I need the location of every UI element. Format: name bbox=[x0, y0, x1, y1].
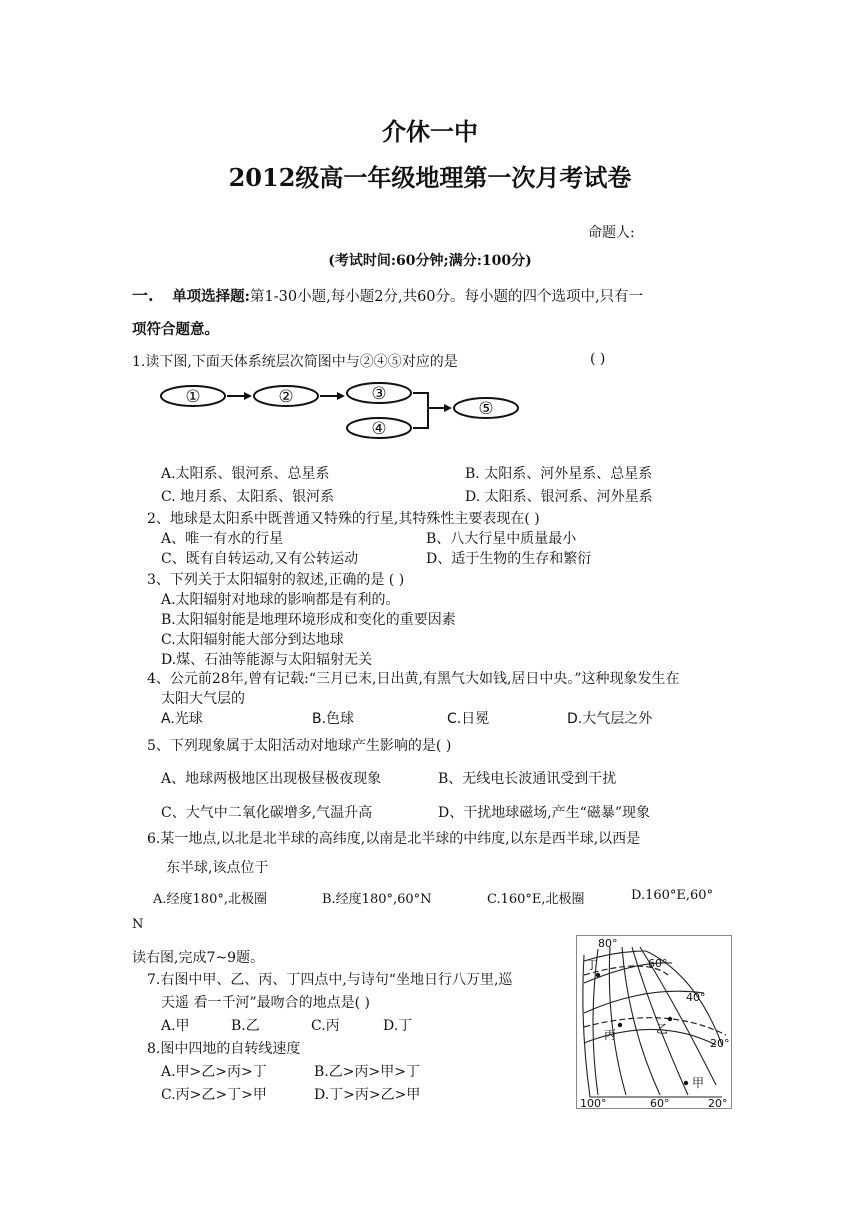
q5-option-b: B、无线电长波通讯受到干扰 bbox=[438, 771, 617, 787]
map-lat-60: 60° bbox=[648, 957, 668, 970]
map-lon-100: 100° bbox=[580, 1097, 607, 1109]
q8-option-b: B.乙>丙>甲>丁 bbox=[314, 1064, 420, 1080]
section-desc: 第1-30小题,每小题2分,共60分。每小题的四个选项中,只有一 bbox=[250, 289, 644, 305]
celestial-system-diagram bbox=[155, 380, 525, 444]
latitude-longitude-map bbox=[576, 935, 732, 1109]
diagram-label-3: ③ bbox=[371, 384, 387, 404]
q4-stem-cont: 太阳大气层的 bbox=[161, 691, 245, 707]
q6-stem-cont: 东半球,该点位于 bbox=[166, 860, 269, 876]
q1-stem: 1.读下图,下面天体系统层次简图中与②④⑤对应的是 bbox=[132, 354, 458, 370]
q3-option-d: D.煤、石油等能源与太阳辐射无关 bbox=[161, 652, 373, 668]
q5-stem: 5、下列现象属于太阳活动对地球产生影响的是( ) bbox=[147, 738, 452, 754]
q7-option-a: A.甲 bbox=[161, 1018, 190, 1034]
q1-bracket: ( ) bbox=[590, 351, 606, 367]
section-name: 单项选择题: bbox=[172, 288, 251, 305]
map-lon-60: 60° bbox=[650, 1097, 670, 1109]
map-point-yi: 乙 bbox=[656, 1022, 669, 1036]
exam-title: 2012级高一年级地理第一次月考试卷 bbox=[228, 163, 632, 192]
section-heading bbox=[132, 283, 643, 306]
q1-option-a: A.太阳系、银河系、总星系 bbox=[161, 466, 330, 482]
q6-option-d-wrap: N bbox=[132, 917, 144, 932]
map-lat-40: 40° bbox=[686, 991, 706, 1004]
q5-option-d: D、干扰地球磁场,产生“磁暴”现象 bbox=[438, 805, 650, 821]
q3-option-b: B.太阳辐射能是地理环境形成和变化的重要因素 bbox=[161, 612, 456, 628]
diagram-label-4: ④ bbox=[371, 419, 387, 439]
diagram-label-5: ⑤ bbox=[478, 399, 494, 419]
q2-option-b: B、八大行星中质量最小 bbox=[426, 531, 577, 547]
map-point-jia: 甲 bbox=[692, 1076, 705, 1090]
q4-stem: 4、公元前28年,曾有记载:“三月已末,日出黄,有黑气大如钱,居日中央。”这种现象发生在 bbox=[147, 671, 680, 687]
q7-stem-cont: 天遥 看一千河”最吻合的地点是( ) bbox=[161, 995, 370, 1011]
q4-option-d: D.大气层之外 bbox=[567, 711, 653, 727]
q3-option-a: A.太阳辐射对地球的影响都是有利的。 bbox=[161, 592, 400, 608]
q6-option-d: D.160°E,60° bbox=[631, 888, 714, 903]
q6-option-b: B.经度180°,60°N bbox=[322, 892, 432, 907]
q2-option-c: C、既有自转运动,又有公转运动 bbox=[161, 551, 359, 567]
q4-option-a: A.光球 bbox=[161, 711, 203, 727]
q8-option-d: D.丁>丙>乙>甲 bbox=[314, 1087, 421, 1103]
diagram-label-2: ② bbox=[278, 387, 294, 407]
q3-stem: 3、下列关于太阳辐射的叙述,正确的是 ( ) bbox=[147, 572, 405, 588]
exam-info: (考试时间:60分钟;满分:100分) bbox=[328, 253, 532, 269]
q2-option-a: A、唯一有水的行星 bbox=[161, 531, 284, 547]
q8-option-a: A.甲>乙>丙>丁 bbox=[161, 1064, 267, 1080]
q4-option-b: B.色球 bbox=[312, 711, 355, 727]
diagram-label-1: ① bbox=[185, 387, 201, 407]
map-lon-20: 20° bbox=[708, 1097, 728, 1109]
map-lat-80: 80° bbox=[598, 937, 618, 950]
author-label: 命题人: bbox=[588, 225, 635, 241]
q1-option-d: D. 太阳系、银河系、河外星系 bbox=[465, 489, 653, 505]
q7-option-d: D.丁 bbox=[383, 1018, 413, 1034]
q8-option-c: C.丙>乙>丁>甲 bbox=[161, 1087, 267, 1103]
q2-stem: 2、地球是太阳系中既普通又特殊的行星,其特殊性主要表现在( ) bbox=[147, 511, 540, 527]
q8-stem: 8.图中四地的自转线速度 bbox=[147, 1041, 301, 1057]
map-point-ding: 丁 bbox=[586, 958, 599, 972]
q7-option-b: B.乙 bbox=[231, 1018, 260, 1034]
section-number: 一. bbox=[132, 286, 154, 305]
q7-stem: 7.右图中甲、乙、丙、丁四点中,与诗句“坐地日行八万里,巡 bbox=[147, 972, 513, 988]
map-lat-20: 20° bbox=[710, 1037, 730, 1050]
map-point-bing: 丙 bbox=[604, 1028, 617, 1042]
q7-intro: 读右图,完成7~9题。 bbox=[132, 950, 264, 966]
q4-option-c: C.日冕 bbox=[447, 711, 490, 727]
q6-option-c: C.160°E,北极圈 bbox=[487, 892, 585, 907]
q2-option-d: D、适于生物的生存和繁衍 bbox=[426, 551, 592, 567]
q1-option-b: B. 太阳系、河外星系、总星系 bbox=[465, 466, 653, 482]
q6-stem: 6.某一地点,以北是北半球的高纬度,以南是北半球的中纬度,以东是西半球,以西是 bbox=[147, 831, 641, 847]
q6-option-a: A.经度180°,北极圈 bbox=[153, 892, 267, 907]
q1-option-c: C. 地月系、太阳系、银河系 bbox=[161, 489, 335, 505]
school-name: 介休一中 bbox=[382, 117, 478, 146]
q5-option-a: A、地球两极地区出现极昼极夜现象 bbox=[161, 771, 382, 787]
q3-option-c: C.太阳辐射能大部分到达地球 bbox=[161, 632, 344, 648]
section-desc-cont: 项符合题意。 bbox=[132, 321, 219, 338]
q7-option-c: C.丙 bbox=[311, 1018, 340, 1034]
q5-option-c: C、大气中二氧化碳增多,气温升高 bbox=[161, 805, 373, 821]
